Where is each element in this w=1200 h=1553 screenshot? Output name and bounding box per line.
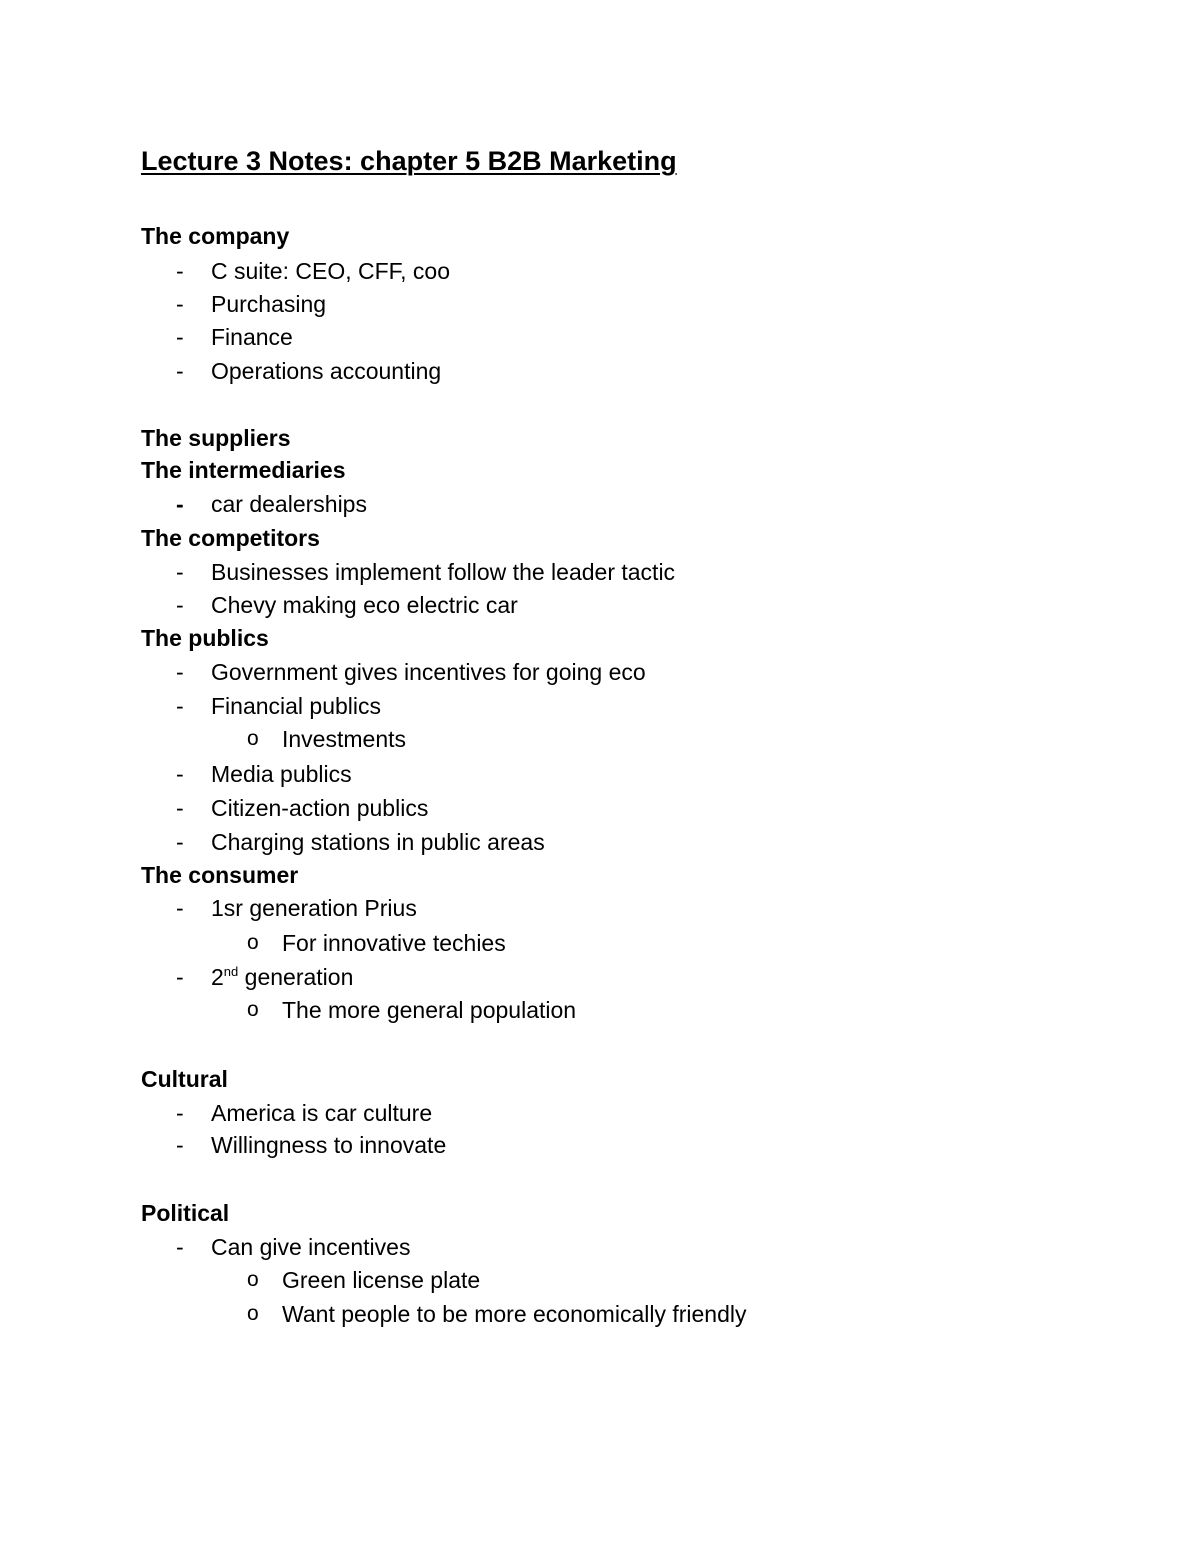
bullet-dash: - [176, 592, 184, 618]
list-item-text: generation [238, 964, 354, 990]
bullet-dash: - [176, 964, 184, 990]
list-item: Finance [211, 324, 293, 350]
list-item-superscript [211, 963, 353, 991]
section-heading-publics: The publics [141, 625, 269, 651]
sub-bullet: o [247, 727, 259, 750]
bullet-dash: - [176, 1132, 184, 1158]
list-item: Citizen-action publics [211, 795, 429, 821]
section-heading-cultural: Cultural [141, 1066, 228, 1092]
bullet-dash: - [176, 358, 184, 384]
bullet-dash: - [176, 258, 184, 284]
list-item: Purchasing [211, 291, 327, 317]
section-heading-intermediaries: The intermediaries [141, 457, 346, 483]
bullet-dash: - [176, 761, 184, 787]
section-heading-suppliers: The suppliers [141, 425, 291, 451]
sub-list-item: The more general population [282, 997, 577, 1023]
bullet-dash: - [176, 491, 184, 517]
list-item-number: 2 [211, 964, 224, 990]
list-item: America is car culture [211, 1100, 433, 1126]
sub-list-item: Investments [282, 726, 406, 752]
list-item: Chevy making eco electric car [211, 592, 518, 618]
list-item: car dealerships [211, 491, 367, 517]
bullet-dash: - [176, 693, 184, 719]
sub-list-item: Green license plate [282, 1267, 481, 1293]
sub-list-item: Want people to be more economically friendly [282, 1301, 747, 1327]
list-item: Government gives incentives for going eco [211, 659, 646, 685]
bullet-dash: - [176, 291, 184, 317]
list-item: Can give incentives [211, 1234, 411, 1260]
sub-bullet: o [247, 998, 259, 1021]
list-item: Operations accounting [211, 358, 442, 384]
bullet-dash: - [176, 324, 184, 350]
bullet-dash: - [176, 795, 184, 821]
list-item: Willingness to innovate [211, 1132, 447, 1158]
bullet-dash: - [176, 659, 184, 685]
section-heading-competitors: The competitors [141, 525, 320, 551]
list-item: Financial publics [211, 693, 382, 719]
list-item: Media publics [211, 761, 352, 787]
bullet-dash: - [176, 1234, 184, 1260]
ordinal-superscript: nd [223, 964, 239, 979]
page-title: Lecture 3 Notes: chapter 5 B2B Marketing [141, 146, 677, 176]
sub-bullet: o [247, 1268, 259, 1291]
sub-bullet: o [247, 931, 259, 954]
bullet-dash: - [176, 895, 184, 921]
bullet-dash: - [176, 559, 184, 585]
bullet-dash: - [176, 1100, 184, 1126]
list-item: C suite: CEO, CFF, coo [211, 258, 451, 284]
sub-list-item: For innovative techies [282, 930, 506, 956]
section-heading-company: The company [141, 223, 290, 249]
bullet-dash: - [176, 829, 184, 855]
list-item: 1sr generation Prius [211, 895, 417, 921]
list-item: Charging stations in public areas [211, 829, 545, 855]
list-item: Businesses implement follow the leader tactic [211, 559, 676, 585]
sub-bullet: o [247, 1302, 259, 1325]
section-heading-consumer: The consumer [141, 862, 299, 888]
section-heading-political: Political [141, 1200, 230, 1226]
